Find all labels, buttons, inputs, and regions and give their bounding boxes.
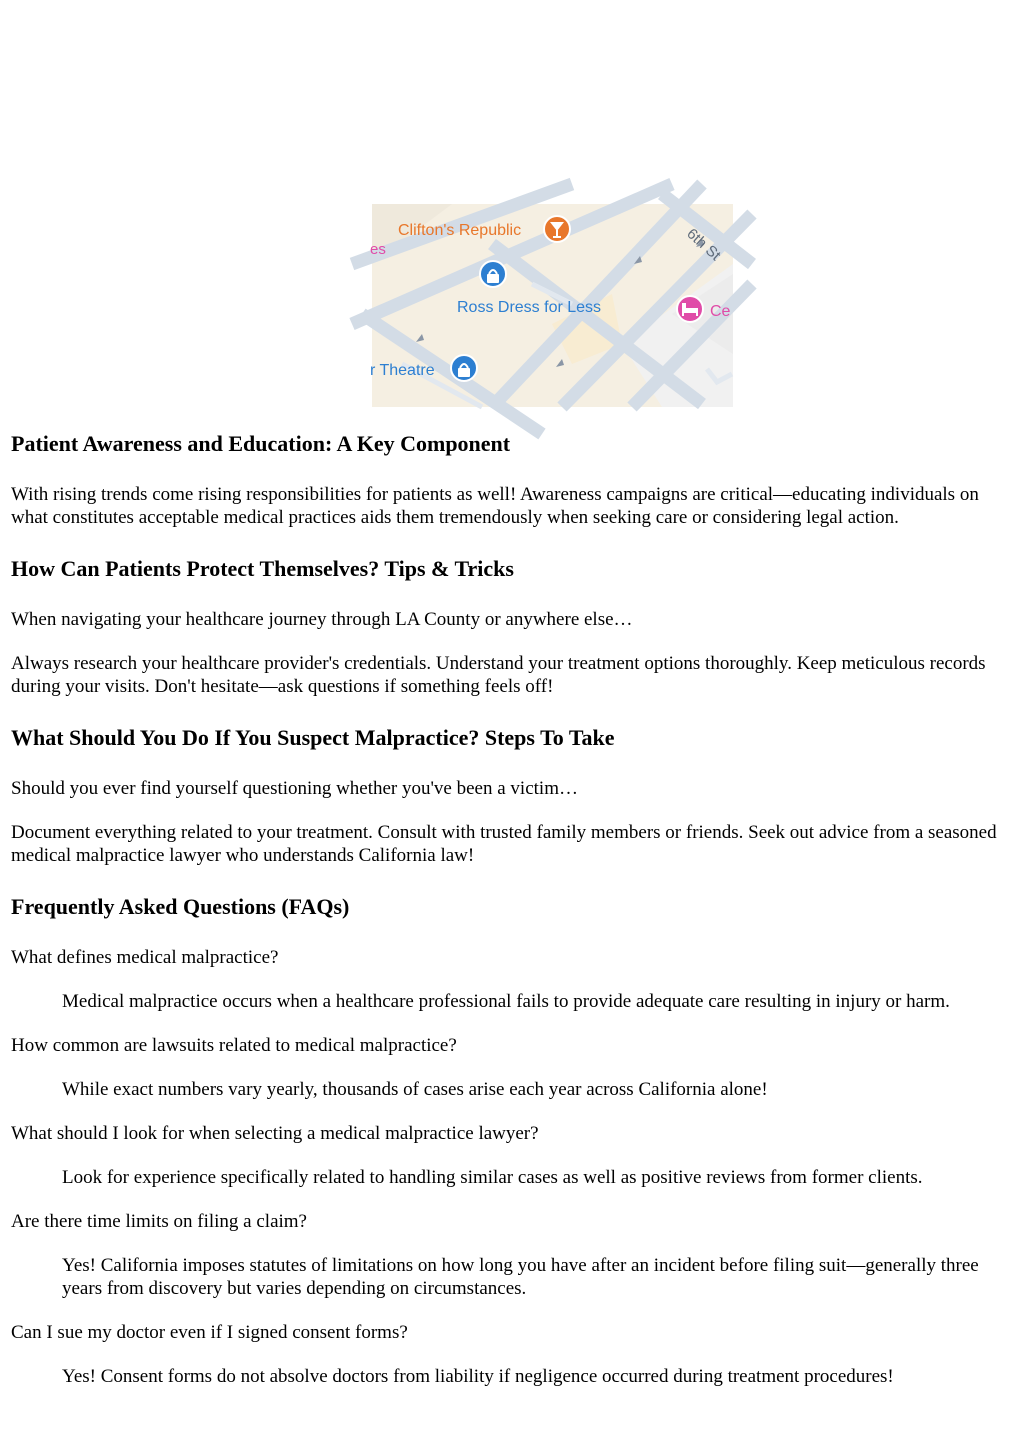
bed-icon xyxy=(677,296,703,322)
cocktail-icon xyxy=(544,216,570,242)
map-label-cliftons: Clifton's Republic xyxy=(398,222,522,239)
section-protect xyxy=(11,554,1014,698)
map-label-ross: Ross Dress for Less xyxy=(457,299,602,316)
map-label-theatre: r Theatre xyxy=(370,362,435,379)
faq-question: Are there time limits on filing a claim? xyxy=(11,1211,307,1232)
map-label-street: 6th St xyxy=(683,225,724,265)
paragraph: Document everything related to your treatment. Consult with trusted family members or friends. Seek out advice from a seasoned medical malpractice lawyer who understands California law! xyxy=(11,822,997,866)
faq-question: Can I sue my doctor even if I signed consent forms? xyxy=(11,1322,408,1343)
section-heading: Patient Awareness and Education: A Key Component xyxy=(11,431,511,456)
faq-question: What defines medical malpractice? xyxy=(11,947,279,968)
shopping-bag-icon xyxy=(480,261,506,287)
paragraph: When navigating your healthcare journey through LA County or anywhere else… xyxy=(11,609,633,630)
section-awareness xyxy=(11,429,1014,529)
faq-answer: Yes! California imposes statutes of limitations on how long you have after an incident before filing suit—generally three years from discovery but varies depending on circumstances. xyxy=(62,1255,979,1299)
faq-question: What should I look for when selecting a medical malpractice lawyer? xyxy=(11,1123,539,1144)
section-steps xyxy=(11,723,1014,867)
faq-answer: Yes! Consent forms do not absolve doctors from liability if negligence occurred during treatment procedures! xyxy=(62,1366,894,1387)
faq-answer: While exact numbers vary yearly, thousands of cases arise each year across California alone! xyxy=(62,1079,768,1100)
paragraph: Should you ever find yourself questioning whether you've been a victim… xyxy=(11,778,578,799)
paragraph: With rising trends come rising responsibilities for patients as well! Awareness campaigns are critical—educating individuals on what constitutes acceptable medical practices aids them tremendously when seeking care or considering legal action. xyxy=(11,484,979,528)
faq-heading: Frequently Asked Questions (FAQs) xyxy=(11,894,350,919)
article-body xyxy=(11,429,1014,1409)
map-label-edge-left: es xyxy=(370,241,386,258)
section-heading: How Can Patients Protect Themselves? Tips & Tricks xyxy=(11,556,514,581)
map-label-edge-right: Ce xyxy=(710,303,731,320)
shopping-bag-icon xyxy=(451,355,477,381)
paragraph: Always research your healthcare provider's credentials. Understand your treatment options thoroughly. Keep meticulous records during your visits. Don't hesitate—ask questions if something feels off! xyxy=(11,653,986,697)
map-image xyxy=(372,204,733,407)
section-faq xyxy=(11,892,1014,1388)
faq-answer: Look for experience specifically related to handling similar cases as well as positive reviews from former clients. xyxy=(62,1167,923,1188)
faq-answer: Medical malpractice occurs when a healthcare professional fails to provide adequate care resulting in injury or harm. xyxy=(62,991,950,1012)
faq-question: How common are lawsuits related to medical malpractice? xyxy=(11,1035,457,1056)
section-heading: What Should You Do If You Suspect Malpractice? Steps To Take xyxy=(11,725,615,750)
